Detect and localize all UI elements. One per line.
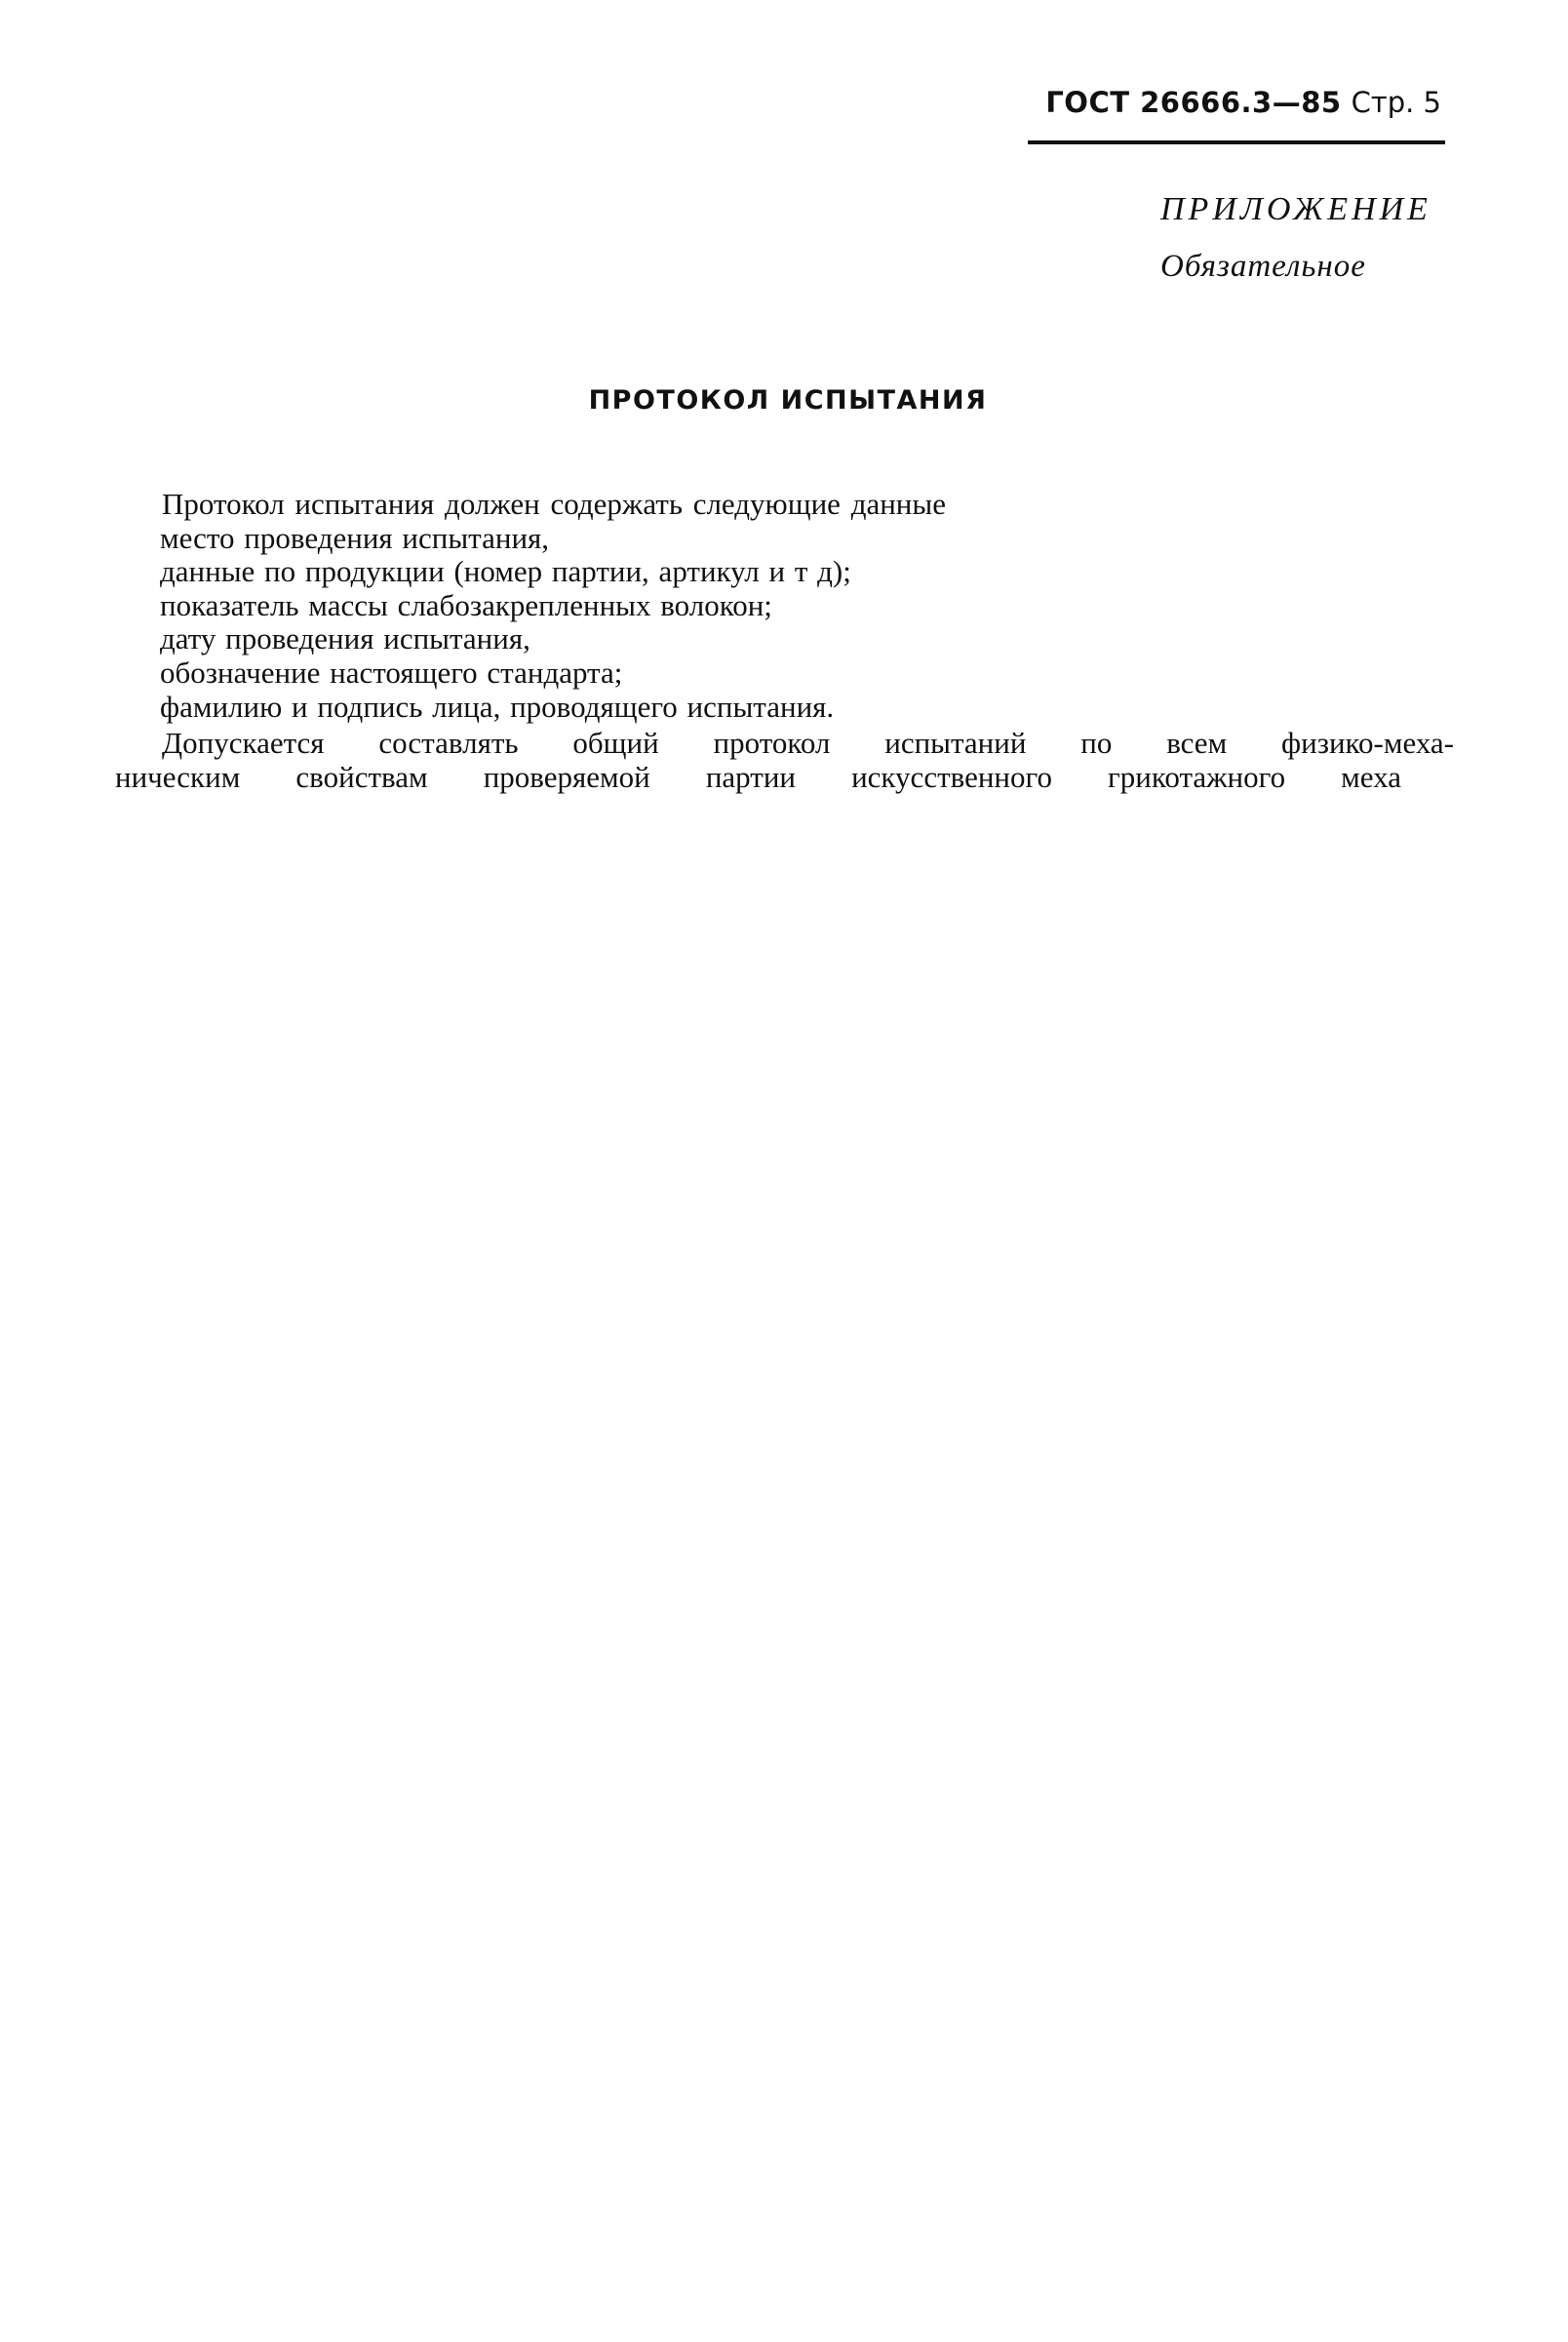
paragraph-line: ническим свойствам проверяемой партии искусственного грикотажного меха: [115, 760, 1401, 794]
page-number: Стр. 5: [1351, 86, 1441, 119]
list-item: обозначение настоящего стандарта;: [160, 655, 623, 690]
appendix-label: ПРИЛОЖЕНИЕ: [1160, 191, 1431, 227]
appendix-status: Обязательное: [1160, 249, 1366, 284]
list-item: фамилию и подпись лица, проводящего испытания.: [160, 690, 835, 724]
section-title: ПРОТОКОЛ ИСПЫТАНИЯ: [588, 385, 988, 416]
list-item: дату проведения испытания,: [160, 621, 530, 655]
paragraph-line: Допускается составлять общий протокол испытаний по всем физико-меха-: [162, 726, 1454, 760]
list-item: данные по продукции (номер партии, артикул и т д);: [160, 554, 851, 588]
intro-line: Протокол испытания должен содержать следующие данные: [162, 487, 946, 521]
running-header: [1032, 86, 1441, 119]
list-item: место проведения испытания,: [160, 521, 550, 555]
standard-code: ГОСТ 26666.3—85: [1045, 86, 1342, 119]
list-item: показатель массы слабозакрепленных волокон;: [160, 588, 772, 622]
header-rule: [1028, 140, 1445, 144]
